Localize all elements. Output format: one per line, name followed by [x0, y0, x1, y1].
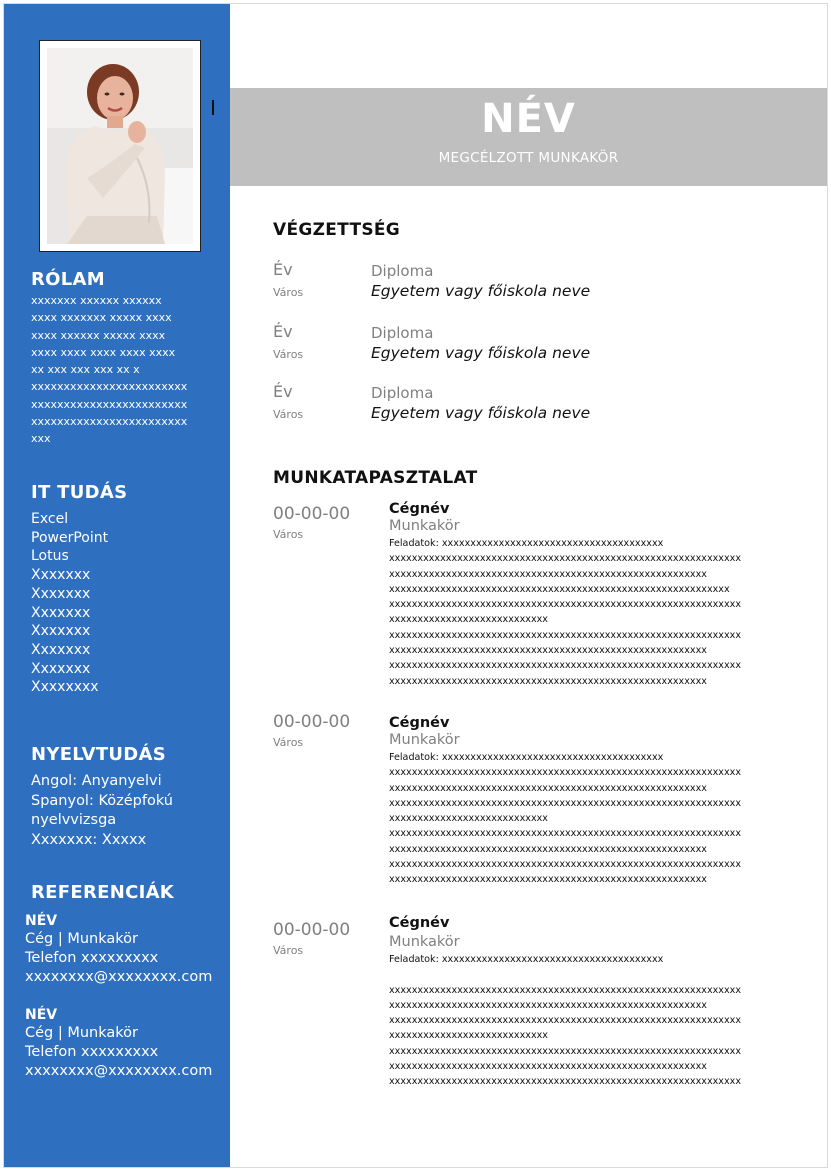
job-task-line: xxxxxxxxxxxxxxxxxxxxxxxxxxxxxxxxxxxxxxxxxxxxxxxxxxxxxxxxxxxxxx: [389, 629, 742, 641]
about-text: [31, 292, 201, 448]
education-degree: Diploma: [371, 262, 434, 280]
it-skills-list: [31, 510, 108, 697]
education-degree: Diploma: [371, 324, 434, 342]
language-item: Xxxxxxx: Xxxxx: [31, 831, 147, 848]
reference-name: NÉV: [25, 1007, 58, 1023]
about-line: xxxxxxxxxxxxxxxxxxxxxxxx: [31, 397, 188, 411]
it-skill-item: Xxxxxxx: [31, 623, 91, 640]
job-date: 00-00-00: [273, 920, 351, 940]
about-line: xxxxxxxxxxxxxxxxxxxxxxxx: [31, 380, 188, 394]
education-school: Egyetem vagy főiskola neve: [371, 404, 591, 422]
education-school: Egyetem vagy főiskola neve: [371, 344, 591, 362]
it-skill-item: Xxxxxxx: [31, 567, 91, 584]
job-city: Város: [273, 944, 304, 957]
text-cursor: [212, 100, 214, 115]
it-skills-heading: IT TUDÁS: [31, 482, 128, 503]
job-task-line: xxxxxxxxxxxxxxxxxxxxxxxxxxxxxxxxxxxxxxxxxxxxxxxxxxxxxxxxxxxxxx: [389, 660, 742, 672]
job-task-line: xxxxxxxxxxxxxxxxxxxxxxxxxxxxxxxxxxxxxxxxxxxxxxxxxxxxxxxx: [389, 999, 707, 1011]
about-line: xx xxx xxx xxx xx x: [31, 363, 140, 377]
it-skill-item: Xxxxxxx: [31, 660, 91, 677]
resume-page: [3, 3, 828, 1168]
job-task-line: xxxxxxxxxxxxxxxxxxxxxxxxxxxx: [389, 614, 548, 626]
reference-phone: Telefon xxxxxxxxx: [25, 1044, 159, 1060]
reference-name: NÉV: [25, 913, 58, 929]
reference-role: Cég | Munkakör: [25, 931, 138, 947]
job-task-line: [389, 967, 784, 982]
it-skill-item: Excel: [31, 511, 69, 527]
it-skill-item: Lotus: [31, 548, 69, 565]
education-year: Év: [273, 260, 293, 279]
job-role: Munkakör: [389, 518, 460, 534]
reference-email: xxxxxxxx@xxxxxxxx.com: [25, 1063, 213, 1079]
it-skill-item: Xxxxxxx: [31, 604, 91, 621]
job-role: Munkakör: [389, 732, 460, 748]
job-task-line: xxxxxxxxxxxxxxxxxxxxxxxxxxxxxxxxxxxxxxxxxxxxxxxxxxxxxxxxxxxxxx: [389, 859, 742, 871]
education-heading: VÉGZETTSÉG: [273, 220, 401, 240]
it-skill-item: Xxxxxxx: [31, 641, 91, 658]
reference-role: Cég | Munkakör: [25, 1025, 138, 1041]
job-date: 00-00-00: [273, 504, 351, 524]
job-task-line: xxxxxxxxxxxxxxxxxxxxxxxxxxxxxxxxxxxxxxxxxxxxxxxxxxxxxxxxxxxxxx: [389, 984, 742, 996]
job-task-line: xxxxxxxxxxxxxxxxxxxxxxxxxxxxxxxxxxxxxxxxxxxxxxxxxxxxxxxx: [389, 568, 707, 580]
it-skill-item: PowerPoint: [31, 529, 109, 546]
about-line: xxx: [31, 432, 51, 446]
reference-email: xxxxxxxx@xxxxxxxx.com: [25, 969, 213, 985]
reference-entry: [25, 1006, 212, 1081]
profile-photo[interactable]: [39, 40, 201, 252]
job-task-line: Feladatok: xxxxxxxxxxxxxxxxxxxxxxxxxxxxxxxxxxxxxxx: [389, 752, 664, 763]
language-item: Angol: Anyanyelvi: [31, 773, 162, 789]
job-task-line: xxxxxxxxxxxxxxxxxxxxxxxxxxxxxxxxxxxxxxxxxxxxxxxxxxxxxxxxxxxxxx: [389, 553, 742, 565]
about-line: xxxxxxxxxxxxxxxxxxxxxxxx: [31, 415, 188, 429]
job-company: Cégnév: [389, 915, 450, 931]
education-city: Város: [273, 286, 304, 299]
job-task-line: xxxxxxxxxxxxxxxxxxxxxxxxxxxxxxxxxxxxxxxxxxxxxxxxxxxxxxxx: [389, 782, 707, 794]
job-role: Munkakör: [389, 934, 460, 950]
candidate-name: NÉV: [481, 96, 576, 142]
job-city: Város: [273, 736, 304, 749]
education-degree: Diploma: [371, 384, 434, 402]
language-item: Spanyol: Középfokú: [31, 792, 173, 809]
job-task-line: xxxxxxxxxxxxxxxxxxxxxxxxxxxxxxxxxxxxxxxxxxxxxxxxxxxxxxxxxxxxxx: [389, 1015, 742, 1027]
about-line: xxxx xxxxxxx xxxxx xxxx: [31, 311, 172, 325]
job-task-line: xxxxxxxxxxxxxxxxxxxxxxxxxxxx: [389, 1030, 548, 1042]
reference-phone: Telefon xxxxxxxxx: [25, 950, 159, 966]
job-task-line: xxxxxxxxxxxxxxxxxxxxxxxxxxxxxxxxxxxxxxxxxxxxxxxxxxxxxxxx: [389, 675, 707, 687]
job-task-line: xxxxxxxxxxxxxxxxxxxxxxxxxxxxxxxxxxxxxxxxxxxxxxxxxxxxxxxxxxxxxx: [389, 797, 742, 809]
about-line: xxxx xxxx xxxx xxxx xxxx: [31, 345, 176, 359]
job-task-line: xxxxxxxxxxxxxxxxxxxxxxxxxxxxxxxxxxxxxxxxxxxxxxxxxxxxxxxxxxxx: [389, 583, 730, 595]
job-task-line: xxxxxxxxxxxxxxxxxxxxxxxxxxxxxxxxxxxxxxxxxxxxxxxxxxxxxxxx: [389, 1061, 707, 1073]
job-task-line: xxxxxxxxxxxxxxxxxxxxxxxxxxxxxxxxxxxxxxxxxxxxxxxxxxxxxxxxxxxxxx: [389, 1076, 742, 1088]
person-portrait-icon: [47, 48, 193, 244]
education-city: Város: [273, 348, 304, 361]
job-task-line: xxxxxxxxxxxxxxxxxxxxxxxxxxxx: [389, 813, 548, 825]
it-skill-item: Xxxxxxxx: [31, 679, 99, 696]
education-year: Év: [273, 322, 293, 341]
target-job-title: MEGCÉLZOTT MUNKAKÖR: [438, 150, 619, 166]
it-skill-item: Xxxxxxx: [31, 585, 91, 602]
job-task-line: xxxxxxxxxxxxxxxxxxxxxxxxxxxxxxxxxxxxxxxxxxxxxxxxxxxxxxxxxxxxxx: [389, 828, 742, 840]
about-line: xxxx xxxxxx xxxxx xxxx: [31, 328, 166, 342]
job-city: Város: [273, 528, 304, 541]
job-task-line: Feladatok: xxxxxxxxxxxxxxxxxxxxxxxxxxxxxxxxxxxxxxx: [389, 954, 664, 965]
job-company: Cégnév: [389, 715, 450, 731]
job-tasks: [389, 750, 784, 888]
job-tasks: [389, 536, 784, 689]
about-heading: RÓLAM: [31, 269, 105, 290]
job-task-line: xxxxxxxxxxxxxxxxxxxxxxxxxxxxxxxxxxxxxxxxxxxxxxxxxxxxxxxx: [389, 645, 707, 657]
reference-entry: [25, 912, 212, 987]
job-task-line: xxxxxxxxxxxxxxxxxxxxxxxxxxxxxxxxxxxxxxxxxxxxxxxxxxxxxxxxxxxxxx: [389, 599, 742, 611]
job-task-line: xxxxxxxxxxxxxxxxxxxxxxxxxxxxxxxxxxxxxxxxxxxxxxxxxxxxxxxx: [389, 874, 707, 886]
languages-list: [31, 772, 173, 850]
job-task-line: xxxxxxxxxxxxxxxxxxxxxxxxxxxxxxxxxxxxxxxxxxxxxxxxxxxxxxxx: [389, 843, 707, 855]
about-line: xxxxxxx xxxxxx xxxxxx: [31, 294, 162, 307]
job-company: Cégnév: [389, 501, 450, 517]
references-heading: REFERENCIÁK: [31, 882, 175, 903]
job-date: 00-00-00: [273, 712, 351, 732]
education-year: Év: [273, 382, 293, 401]
language-item: nyelvvizsga: [31, 812, 117, 828]
job-task-line: xxxxxxxxxxxxxxxxxxxxxxxxxxxxxxxxxxxxxxxxxxxxxxxxxxxxxxxxxxxxxx: [389, 1045, 742, 1057]
job-tasks: [389, 952, 784, 1090]
experience-heading: MUNKATAPASZTALAT: [273, 468, 478, 488]
job-task-line: xxxxxxxxxxxxxxxxxxxxxxxxxxxxxxxxxxxxxxxxxxxxxxxxxxxxxxxxxxxxxx: [389, 767, 742, 779]
education-city: Város: [273, 408, 304, 421]
languages-heading: NYELVTUDÁS: [31, 744, 167, 765]
job-task-line: Feladatok: xxxxxxxxxxxxxxxxxxxxxxxxxxxxxxxxxxxxxxx: [389, 538, 664, 549]
education-school: Egyetem vagy főiskola neve: [371, 282, 591, 300]
